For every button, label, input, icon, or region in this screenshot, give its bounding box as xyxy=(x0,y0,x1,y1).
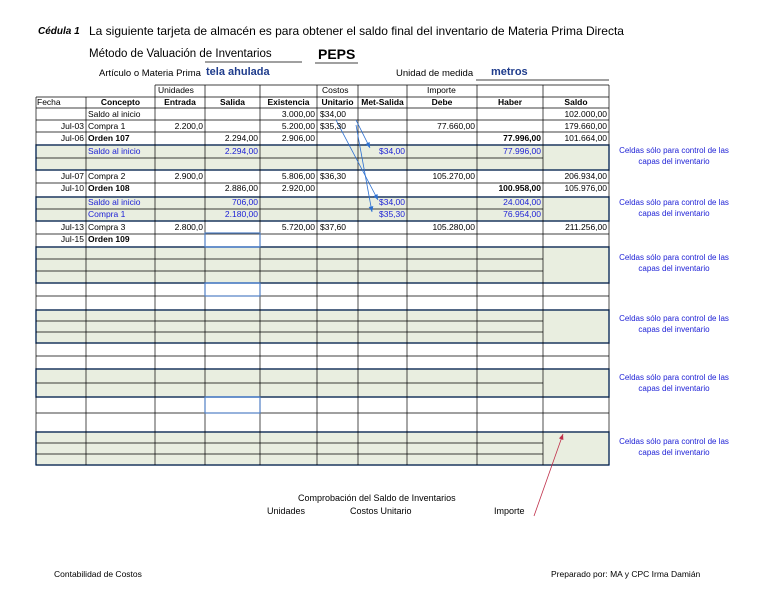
page-title: La siguiente tarjeta de almacén es para obtener el saldo final del inventario de Materia Prima Directa xyxy=(89,24,624,38)
comprobacion-importe: Importe xyxy=(494,506,525,516)
salida-box-1 xyxy=(205,233,260,247)
control-note-2: Celdas sólo para control de las capas del inventario xyxy=(619,198,729,218)
row-2-saldo: 179.660,00 xyxy=(564,121,607,131)
control-note-1: Celdas sólo para control de las capas del inventario xyxy=(619,146,729,166)
row-1-concepto: Saldo al inicio xyxy=(88,109,141,119)
row-3-concepto: Orden 107 xyxy=(88,133,130,143)
row-8-haber: 76.954,00 xyxy=(503,209,541,219)
row-2-debe: 77.660,00 xyxy=(437,121,475,131)
footer-right: Preparado por: MA y CPC Irma Damián xyxy=(551,569,701,579)
article-value: tela ahulada xyxy=(206,66,270,78)
row-2-fecha: Jul-03 xyxy=(60,121,84,131)
row-3-saldo: 101.664,00 xyxy=(564,133,607,143)
row-4-salida: 2.294,00 xyxy=(224,146,258,156)
control-note-3: Celdas sólo para control de las capas del inventario xyxy=(619,253,729,273)
row-10-concepto: Orden 109 xyxy=(88,234,130,244)
row-7-concepto: Saldo al inicio xyxy=(88,197,141,207)
row-9-concepto: Compra 3 xyxy=(88,222,126,232)
row-10-fecha: Jul-15 xyxy=(60,234,84,244)
row-5-saldo: 206.934,00 xyxy=(564,171,607,181)
col-header-met-salida: Met-Salida xyxy=(361,97,404,107)
row-7-met: $34,00 xyxy=(379,197,405,207)
control-band-4 xyxy=(36,310,609,343)
col-header-entrada: Entrada xyxy=(164,97,196,107)
row-9-unitario: $37,60 xyxy=(320,222,346,232)
col-header-unitario: Unitario xyxy=(321,97,354,107)
row-5-concepto: Compra 2 xyxy=(88,171,126,181)
row-4-concepto: Saldo al inicio xyxy=(88,146,141,156)
salida-box-3 xyxy=(205,397,260,413)
col-header-salida: Salida xyxy=(219,97,246,107)
row-6-saldo: 105.976,00 xyxy=(564,183,607,193)
row-8-met: $35,30 xyxy=(379,209,405,219)
col-header-existencia: Existencia xyxy=(267,97,310,107)
row-8-salida: 2.180,00 xyxy=(224,209,258,219)
col-header-fecha: Fecha xyxy=(37,97,61,107)
row-2-concepto: Compra 1 xyxy=(88,121,126,131)
row-6-existencia: 2.920,00 xyxy=(281,183,315,193)
row-5-debe: 105.270,00 xyxy=(432,171,475,181)
col-header-saldo: Saldo xyxy=(564,97,588,107)
control-note-4: Celdas sólo para control de las capas del inventario xyxy=(619,314,729,334)
col-header-haber: Haber xyxy=(497,97,523,107)
row-9-saldo: 211.256,00 xyxy=(565,222,607,232)
row-8-concepto: Compra 1 xyxy=(88,209,126,219)
row-5-entrada: 2.900,0 xyxy=(174,171,203,181)
group-header-costos: Costos xyxy=(322,85,349,95)
group-header-unidades: Unidades xyxy=(158,85,194,95)
control-band-6 xyxy=(36,432,609,465)
control-note-6: Celdas sólo para control de las capas del inventario xyxy=(619,437,729,457)
row-4-met: $34,00 xyxy=(379,146,405,156)
row-9-debe: 105.280,00 xyxy=(432,222,475,232)
salida-box-2 xyxy=(205,283,260,296)
row-7-salida: 706,00 xyxy=(232,197,258,207)
row-5-existencia: 5.806,00 xyxy=(281,171,315,181)
unit-label: Unidad de medida xyxy=(396,68,474,79)
control-note-5: Celdas sólo para control de las capas del inventario xyxy=(619,373,729,393)
row-2-entrada: 2.200,0 xyxy=(174,121,203,131)
row-4-haber: 77.996,00 xyxy=(503,146,541,156)
row-5-fecha: Jul-07 xyxy=(60,171,84,181)
row-5-unitario: $36,30 xyxy=(320,171,346,181)
row-3-existencia: 2.906,00 xyxy=(281,133,315,143)
comprobacion-title: Comprobación del Saldo de Inventarios xyxy=(298,493,456,503)
row-6-fecha: Jul-10 xyxy=(60,183,84,193)
row-6-concepto: Orden 108 xyxy=(88,183,130,193)
row-2-unitario: $35,30 xyxy=(320,121,346,131)
row-3-fecha: Jul-06 xyxy=(60,133,84,143)
row-9-fecha: Jul-13 xyxy=(60,222,84,232)
col-header-debe: Debe xyxy=(431,97,453,107)
row-1-saldo: 102.000,00 xyxy=(564,109,607,119)
article-label: Artículo o Materia Prima xyxy=(99,68,201,79)
row-3-haber: 77.996,00 xyxy=(503,133,541,143)
comprobacion-unidades: Unidades xyxy=(267,506,306,516)
method-label: Método de Valuación de Inventarios xyxy=(89,48,272,60)
row-7-haber: 24.004,00 xyxy=(503,197,541,207)
row-1-unitario: $34,00 xyxy=(320,109,346,119)
cedula-label: Cédula 1 xyxy=(38,26,80,37)
col-header-concepto: Concepto xyxy=(100,97,141,107)
unit-value: metros xyxy=(491,66,528,78)
comprobacion-costos: Costos Unitario xyxy=(350,506,412,516)
control-band-3 xyxy=(36,247,609,283)
row-9-entrada: 2.800,0 xyxy=(174,222,203,232)
row-2-existencia: 5.200,00 xyxy=(281,121,315,131)
row-9-existencia: 5.720,00 xyxy=(281,222,315,232)
group-header-importe: Importe xyxy=(427,85,456,95)
method-value: PEPS xyxy=(318,46,356,62)
row-3-salida: 2.294,00 xyxy=(224,133,258,143)
row-1-existencia: 3.000,00 xyxy=(281,109,315,119)
row-6-haber: 100.958,00 xyxy=(498,183,541,193)
row-6-salida: 2.886,00 xyxy=(224,183,258,193)
footer-left: Contabilidad de Costos xyxy=(54,569,142,579)
